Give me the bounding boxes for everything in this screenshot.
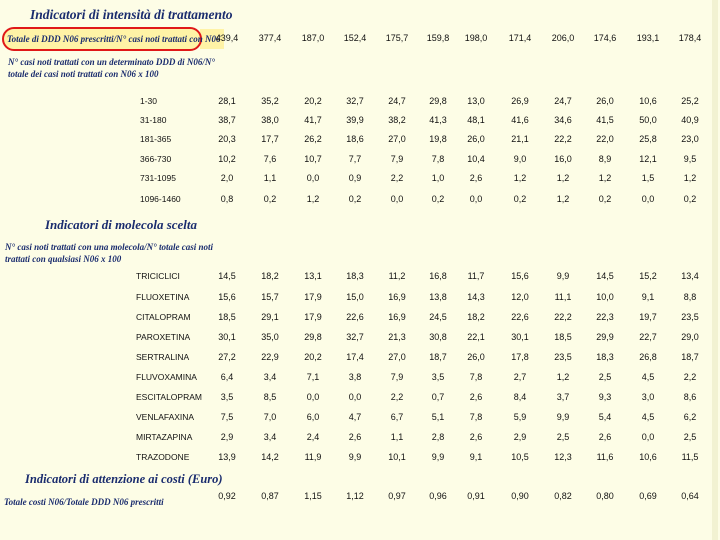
duration-row-cell: 26,9 bbox=[511, 96, 529, 106]
molecule-row-cell: 3,4 bbox=[263, 372, 277, 382]
total-ddd-cell: 152,4 bbox=[343, 33, 367, 43]
molecule-row-cell: 11,6 bbox=[596, 452, 614, 462]
duration-row-cell: 38,2 bbox=[388, 115, 406, 125]
molecule-row-cell: 3,8 bbox=[348, 372, 362, 382]
total-cost-cell: 0,69 bbox=[639, 491, 657, 501]
molecule-row-cell: 2,2 bbox=[390, 392, 404, 402]
duration-row-cell: 23,0 bbox=[681, 134, 699, 144]
subheading-molecola-line2: trattati con qualsiasi N06 x 100 bbox=[5, 254, 122, 264]
duration-row-cell: 26,0 bbox=[596, 96, 614, 106]
duration-row-cell: 0,9 bbox=[348, 173, 362, 183]
molecule-row-cell: 26,8 bbox=[639, 352, 657, 362]
molecule-row-cell: 5,9 bbox=[513, 412, 527, 422]
molecule-row-cell: 16,8 bbox=[429, 271, 447, 281]
duration-row-cell: 0,0 bbox=[390, 194, 404, 204]
molecule-row-cell: 3,4 bbox=[263, 432, 277, 442]
total-ddd-cell: 171,4 bbox=[508, 33, 532, 43]
molecule-row-cell: 10,6 bbox=[639, 452, 657, 462]
total-cost-cell: 0,87 bbox=[261, 491, 279, 501]
duration-row-cell: 20,3 bbox=[218, 134, 236, 144]
molecule-row-cell: 32,7 bbox=[346, 332, 364, 342]
duration-row-cell: 1,2 bbox=[513, 173, 527, 183]
molecule-row-label: PAROXETINA bbox=[136, 332, 191, 342]
molecule-row-cell: 35,0 bbox=[261, 332, 279, 342]
molecule-row-cell: 13,9 bbox=[218, 452, 236, 462]
molecule-row-cell: 7,1 bbox=[306, 372, 320, 382]
molecule-row-label: TRICICLICI bbox=[136, 271, 180, 281]
duration-row-cell: 24,7 bbox=[388, 96, 406, 106]
molecule-row-cell: 22,2 bbox=[554, 312, 572, 322]
molecule-row-cell: 2,9 bbox=[513, 432, 527, 442]
duration-row-label: 366-730 bbox=[140, 154, 172, 164]
duration-row-cell: 29,8 bbox=[429, 96, 447, 106]
molecule-row-cell: 11,5 bbox=[681, 452, 699, 462]
molecule-row-cell: 2,6 bbox=[469, 392, 483, 402]
duration-row-cell: 19,8 bbox=[429, 134, 447, 144]
molecule-row-cell: 18,7 bbox=[681, 352, 699, 362]
duration-row-cell: 24,7 bbox=[554, 96, 572, 106]
total-cost-cell: 0,96 bbox=[429, 491, 447, 501]
molecule-row-cell: 15,6 bbox=[511, 271, 529, 281]
molecule-row-cell: 15,7 bbox=[261, 292, 279, 302]
total-ddd-cell: 174,6 bbox=[593, 33, 617, 43]
duration-row-cell: 10,7 bbox=[304, 154, 322, 164]
molecule-row-cell: 22,3 bbox=[596, 312, 614, 322]
molecule-row-cell: 21,3 bbox=[388, 332, 406, 342]
molecule-row-cell: 16,9 bbox=[388, 292, 406, 302]
total-cost-cell: 0,92 bbox=[218, 491, 236, 501]
duration-row-cell: 0,0 bbox=[641, 194, 655, 204]
duration-row-cell: 38,0 bbox=[261, 115, 279, 125]
duration-row-cell: 10,4 bbox=[467, 154, 485, 164]
duration-row-cell: 17,7 bbox=[261, 134, 279, 144]
molecule-row-cell: 14,5 bbox=[596, 271, 614, 281]
molecule-row-cell: 9,9 bbox=[348, 452, 362, 462]
molecule-row-cell: 2,6 bbox=[469, 432, 483, 442]
molecule-row-cell: 17,9 bbox=[304, 292, 322, 302]
duration-row-cell: 28,1 bbox=[218, 96, 236, 106]
duration-row-cell: 1,2 bbox=[556, 173, 570, 183]
molecule-row-cell: 8,4 bbox=[513, 392, 527, 402]
duration-row-label: 181-365 bbox=[140, 134, 172, 144]
total-cost-cell: 0,91 bbox=[467, 491, 485, 501]
duration-row-cell: 21,1 bbox=[511, 134, 529, 144]
molecule-row-cell: 7,0 bbox=[263, 412, 277, 422]
molecule-row-cell: 11,7 bbox=[467, 271, 485, 281]
section-heading-intensita: Indicatori di intensità di trattamento bbox=[30, 7, 233, 22]
molecule-row-cell: 22,1 bbox=[467, 332, 485, 342]
molecule-row-cell: 0,7 bbox=[431, 392, 445, 402]
molecule-row-cell: 2,8 bbox=[431, 432, 445, 442]
molecule-row-cell: 9,1 bbox=[641, 292, 655, 302]
molecule-row-cell: 26,0 bbox=[467, 352, 485, 362]
duration-row-cell: 0,0 bbox=[469, 194, 483, 204]
total-cost-cell: 0,80 bbox=[596, 491, 614, 501]
molecule-row-cell: 15,6 bbox=[218, 292, 236, 302]
molecule-row-label: ESCITALOPRAM bbox=[136, 392, 202, 402]
molecule-row-cell: 0,0 bbox=[306, 392, 320, 402]
total-cost-cell: 0,90 bbox=[511, 491, 529, 501]
molecule-row-cell: 7,5 bbox=[220, 412, 234, 422]
duration-row-cell: 34,6 bbox=[554, 115, 572, 125]
subheading-ddd-line2: totale dei casi noti trattati con N06 x 100 bbox=[8, 69, 159, 79]
duration-row-cell: 13,0 bbox=[467, 96, 485, 106]
molecule-row-cell: 15,2 bbox=[639, 271, 657, 281]
section-heading-costi: Indicatori di attenzione ai costi (Euro) bbox=[25, 472, 223, 486]
duration-row-cell: 1,2 bbox=[306, 194, 320, 204]
molecule-row-cell: 14,3 bbox=[467, 292, 485, 302]
duration-row-cell: 32,7 bbox=[346, 96, 364, 106]
duration-row-cell: 7,9 bbox=[390, 154, 404, 164]
molecule-row-cell: 14,2 bbox=[261, 452, 279, 462]
subheading-molecola-line1: N° casi noti trattati con una molecola/N° totale casi noti bbox=[5, 242, 213, 252]
duration-row-cell: 0,2 bbox=[683, 194, 697, 204]
duration-row-cell: 1,5 bbox=[641, 173, 655, 183]
duration-row-cell: 22,2 bbox=[554, 134, 572, 144]
total-ddd-cell: 206,0 bbox=[551, 33, 575, 43]
scrollbar[interactable] bbox=[712, 0, 718, 540]
molecule-row-cell: 11,9 bbox=[304, 452, 322, 462]
molecule-row-cell: 22,9 bbox=[261, 352, 279, 362]
molecule-row-cell: 3,5 bbox=[431, 372, 445, 382]
duration-row-cell: 2,6 bbox=[469, 173, 483, 183]
total-ddd-cell: 193,1 bbox=[636, 33, 660, 43]
molecule-row-cell: 11,1 bbox=[554, 292, 572, 302]
molecule-row-cell: 27,2 bbox=[218, 352, 236, 362]
molecule-row-cell: 29,9 bbox=[596, 332, 614, 342]
molecule-row-cell: 8,8 bbox=[683, 292, 697, 302]
molecule-row-cell: 2,6 bbox=[598, 432, 612, 442]
molecule-row-label: MIRTAZAPINA bbox=[136, 432, 193, 442]
molecule-row-cell: 1,2 bbox=[556, 372, 570, 382]
duration-row-cell: 0,8 bbox=[220, 194, 234, 204]
total-ddd-cell: 187,0 bbox=[301, 33, 325, 43]
total-cost-cell: 0,97 bbox=[388, 491, 406, 501]
total-cost-label: Totale costi N06/Totale DDD N06 prescritti bbox=[4, 497, 164, 507]
molecule-row-cell: 2,6 bbox=[348, 432, 362, 442]
molecule-row-cell: 7,8 bbox=[469, 412, 483, 422]
molecule-row-cell: 9,9 bbox=[431, 452, 445, 462]
molecule-row-cell: 18,2 bbox=[261, 271, 279, 281]
molecule-row-label: TRAZODONE bbox=[136, 452, 190, 462]
molecule-row-label: VENLAFAXINA bbox=[136, 412, 195, 422]
molecule-row-cell: 20,2 bbox=[304, 352, 322, 362]
duration-row-cell: 0,0 bbox=[306, 173, 320, 183]
total-ddd-cell: 175,7 bbox=[385, 33, 409, 43]
molecule-row-cell: 2,5 bbox=[598, 372, 612, 382]
molecule-row-cell: 17,8 bbox=[511, 352, 529, 362]
duration-row-cell: 16,0 bbox=[554, 154, 572, 164]
molecule-row-label: CITALOPRAM bbox=[136, 312, 191, 322]
duration-row-label: 1-30 bbox=[140, 96, 158, 106]
total-cost-cell: 0,82 bbox=[554, 491, 572, 501]
molecule-row-cell: 29,1 bbox=[261, 312, 279, 322]
molecule-row-cell: 13,8 bbox=[429, 292, 447, 302]
molecule-row-cell: 6,7 bbox=[390, 412, 404, 422]
molecule-row-cell: 0,0 bbox=[348, 392, 362, 402]
molecule-row-cell: 17,9 bbox=[304, 312, 322, 322]
section-heading-molecola: Indicatori di molecola scelta bbox=[45, 217, 198, 232]
molecule-row-cell: 7,8 bbox=[469, 372, 483, 382]
molecule-row-cell: 12,3 bbox=[554, 452, 572, 462]
molecule-row-cell: 4,5 bbox=[641, 372, 655, 382]
molecule-row-cell: 30,1 bbox=[218, 332, 236, 342]
molecule-row-cell: 19,7 bbox=[639, 312, 657, 322]
duration-row-cell: 18,6 bbox=[346, 134, 364, 144]
molecule-row-cell: 22,6 bbox=[346, 312, 364, 322]
duration-row-cell: 26,2 bbox=[304, 134, 322, 144]
duration-row-cell: 0,2 bbox=[348, 194, 362, 204]
molecule-row-cell: 13,4 bbox=[681, 271, 699, 281]
molecule-row-cell: 1,1 bbox=[390, 432, 404, 442]
molecule-row-cell: 10,1 bbox=[388, 452, 406, 462]
duration-row-cell: 41,3 bbox=[429, 115, 447, 125]
duration-row-cell: 0,2 bbox=[598, 194, 612, 204]
duration-row-cell: 10,2 bbox=[218, 154, 236, 164]
molecule-row-cell: 14,5 bbox=[218, 271, 236, 281]
molecule-row-cell: 9,9 bbox=[556, 271, 570, 281]
molecule-row-cell: 2,9 bbox=[220, 432, 234, 442]
duration-row-cell: 40,9 bbox=[681, 115, 699, 125]
subheading-ddd-line1: N° casi noti trattati con un determinato DDD di N06/N° bbox=[8, 57, 215, 67]
molecule-row-cell: 13,1 bbox=[304, 271, 322, 281]
duration-row-cell: 7,7 bbox=[348, 154, 362, 164]
duration-row-cell: 9,5 bbox=[683, 154, 697, 164]
molecule-row-cell: 15,0 bbox=[346, 292, 364, 302]
molecule-row-cell: 3,0 bbox=[641, 392, 655, 402]
molecule-row-cell: 22,6 bbox=[511, 312, 529, 322]
total-ddd-cell: 159,8 bbox=[426, 33, 450, 43]
molecule-row-cell: 6,4 bbox=[220, 372, 234, 382]
molecule-row-cell: 4,5 bbox=[641, 412, 655, 422]
duration-row-cell: 41,6 bbox=[511, 115, 529, 125]
duration-row-cell: 50,0 bbox=[639, 115, 657, 125]
duration-row-cell: 2,0 bbox=[220, 173, 234, 183]
duration-row-cell: 1,1 bbox=[263, 173, 277, 183]
molecule-row-cell: 18,5 bbox=[218, 312, 236, 322]
molecule-row-cell: 30,8 bbox=[429, 332, 447, 342]
molecule-row-cell: 0,0 bbox=[641, 432, 655, 442]
duration-row-cell: 25,8 bbox=[639, 134, 657, 144]
duration-row-cell: 2,2 bbox=[390, 173, 404, 183]
duration-row-cell: 0,2 bbox=[263, 194, 277, 204]
molecule-row-cell: 5,1 bbox=[431, 412, 445, 422]
molecule-row-cell: 22,7 bbox=[639, 332, 657, 342]
duration-row-cell: 8,9 bbox=[598, 154, 612, 164]
molecule-row-cell: 18,3 bbox=[346, 271, 364, 281]
molecule-row-cell: 9,9 bbox=[556, 412, 570, 422]
duration-row-cell: 7,6 bbox=[263, 154, 277, 164]
duration-row-cell: 7,8 bbox=[431, 154, 445, 164]
molecule-row-cell: 8,6 bbox=[683, 392, 697, 402]
molecule-row-cell: 6,2 bbox=[683, 412, 697, 422]
total-cost-cell: 1,15 bbox=[304, 491, 322, 501]
total-ddd-cell: 439,4 bbox=[215, 33, 239, 43]
duration-row-cell: 0,2 bbox=[513, 194, 527, 204]
molecule-row-cell: 18,2 bbox=[467, 312, 485, 322]
duration-row-cell: 1,2 bbox=[556, 194, 570, 204]
molecule-row-cell: 8,5 bbox=[263, 392, 277, 402]
molecule-row-cell: 23,5 bbox=[554, 352, 572, 362]
total-cost-cell: 1,12 bbox=[346, 491, 364, 501]
molecule-row-cell: 18,7 bbox=[429, 352, 447, 362]
duration-row-cell: 1,2 bbox=[598, 173, 612, 183]
molecule-row-cell: 2,4 bbox=[306, 432, 320, 442]
total-cost-cell: 0,64 bbox=[681, 491, 699, 501]
molecule-row-cell: 2,2 bbox=[683, 372, 697, 382]
molecule-row-cell: 23,5 bbox=[681, 312, 699, 322]
molecule-row-cell: 18,3 bbox=[596, 352, 614, 362]
duration-row-cell: 25,2 bbox=[681, 96, 699, 106]
molecule-row-cell: 29,8 bbox=[304, 332, 322, 342]
duration-row-cell: 1,2 bbox=[683, 173, 697, 183]
molecule-row-cell: 3,5 bbox=[220, 392, 234, 402]
molecule-row-cell: 3,7 bbox=[556, 392, 570, 402]
duration-row-cell: 26,0 bbox=[467, 134, 485, 144]
molecule-row-cell: 2,5 bbox=[683, 432, 697, 442]
duration-row-cell: 27,0 bbox=[388, 134, 406, 144]
duration-row-cell: 41,5 bbox=[596, 115, 614, 125]
molecule-row-cell: 4,7 bbox=[348, 412, 362, 422]
molecule-row-cell: 27,0 bbox=[388, 352, 406, 362]
molecule-row-cell: 6,0 bbox=[306, 412, 320, 422]
duration-row-cell: 1,0 bbox=[431, 173, 445, 183]
duration-row-cell: 20,2 bbox=[304, 96, 322, 106]
molecule-row-cell: 9,1 bbox=[469, 452, 483, 462]
duration-row-label: 1096-1460 bbox=[140, 194, 181, 204]
duration-row-cell: 41,7 bbox=[304, 115, 322, 125]
molecule-row-cell: 30,1 bbox=[511, 332, 529, 342]
duration-row-cell: 39,9 bbox=[346, 115, 364, 125]
duration-row-cell: 0,2 bbox=[431, 194, 445, 204]
molecule-row-cell: 2,7 bbox=[513, 372, 527, 382]
molecule-row-cell: 10,5 bbox=[511, 452, 529, 462]
molecule-row-cell: 9,3 bbox=[598, 392, 612, 402]
molecule-row-label: SERTRALINA bbox=[136, 352, 190, 362]
molecule-row-cell: 2,5 bbox=[556, 432, 570, 442]
duration-row-cell: 10,6 bbox=[639, 96, 657, 106]
molecule-row-cell: 18,5 bbox=[554, 332, 572, 342]
molecule-row-cell: 11,2 bbox=[388, 271, 406, 281]
total-ddd-label: Totale di DDD N06 prescritti/N° casi noti trattati con N06 bbox=[7, 34, 221, 44]
duration-row-cell: 9,0 bbox=[513, 154, 527, 164]
molecule-row-cell: 10,0 bbox=[596, 292, 614, 302]
molecule-row-cell: 16,9 bbox=[388, 312, 406, 322]
molecule-row-cell: 24,5 bbox=[429, 312, 447, 322]
molecule-row-cell: 12,0 bbox=[511, 292, 529, 302]
duration-row-cell: 48,1 bbox=[467, 115, 485, 125]
total-ddd-cell: 377,4 bbox=[258, 33, 282, 43]
molecule-row-label: FLUOXETINA bbox=[136, 292, 190, 302]
molecule-row-cell: 29,0 bbox=[681, 332, 699, 342]
molecule-row-cell: 7,9 bbox=[390, 372, 404, 382]
duration-row-label: 731-1095 bbox=[140, 173, 176, 183]
duration-row-cell: 38,7 bbox=[218, 115, 236, 125]
molecule-row-cell: 17,4 bbox=[346, 352, 364, 362]
duration-row-cell: 12,1 bbox=[639, 154, 657, 164]
duration-row-cell: 35,2 bbox=[261, 96, 279, 106]
total-ddd-cell: 178,4 bbox=[678, 33, 702, 43]
duration-row-cell: 22,0 bbox=[596, 134, 614, 144]
molecule-row-label: FLUVOXAMINA bbox=[136, 372, 197, 382]
molecule-row-cell: 5,4 bbox=[598, 412, 612, 422]
duration-row-label: 31-180 bbox=[140, 115, 167, 125]
total-ddd-cell: 198,0 bbox=[464, 33, 488, 43]
